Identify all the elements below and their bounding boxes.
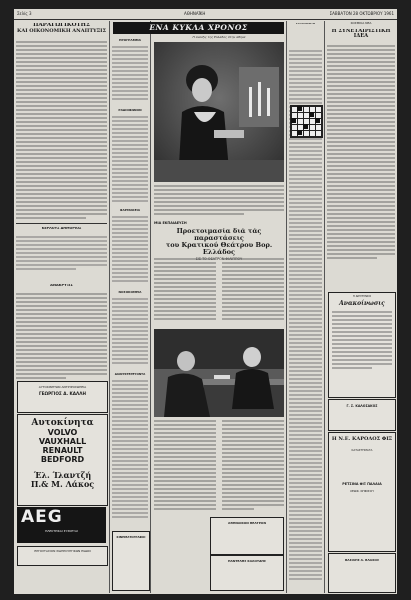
ad-car-volvo: VOLVO [47,428,78,437]
cinema-heading: ΚΙΝΗΜΑΤΟΓΡΑΦΟΙ [116,535,146,539]
left-subheadline: ΚΑΙ ΟΙΚΟΝΟΜΙΚΗ ΑΝΑΠΤΥΞΙΣ [16,27,107,34]
notice-body-head: Η ΔΙΕΥΘΥΝΣΙΣ [352,295,372,298]
hospital-heading: ΝΟΣΟΚΟΜΕΙΑ [118,291,142,294]
page-number: Σελίς 3 [17,11,32,16]
radio-heading: ΡΑΔΙΟΦΩΝΟΝ [118,109,142,112]
ad-aeg-sub: ΗΛΕΚΤΡΙΚΑΙ ΣΥΣΚΕΥΑΙ [45,529,78,533]
column-rule [286,21,287,593]
ad-cars-title: Αυτοκίνητα [31,418,94,428]
ad-car-renault: RENAULT [42,446,83,455]
fix-ad [328,432,396,552]
vlachos-ad [328,553,396,593]
right-headline [327,29,395,40]
text-lines [16,292,107,384]
header-rule [14,19,397,20]
radio-list [112,115,148,205]
ad-dealer-2: Π.& Μ. Λάκος [30,479,95,489]
column-rule [324,21,325,593]
right-headline-1: Η ΣΥΝΕΤΑΙΡΙΣΤΙΚΗ [331,29,391,34]
fix-title: Η Ν.Ε. ΚΑΡΟΛΟΣ ΦΙΞ [331,436,393,442]
text-lines [112,45,148,105]
crossword-grid [290,105,323,138]
photo-top-caption [154,36,284,39]
left-byline: ΚΕΡΛΟΥΣ ΔΗΜΟΡΙΟΣ [41,227,82,230]
kalosakos-name: Γ. Σ. ΚΑΛΟΣΑΚΟΣ [346,404,378,408]
center-headline-3: ΕΙΣ ΤΟ ΘΕΑΤΡΟΝ ΦΙΛΙΠΠΟΥ [195,256,243,261]
banner-text: ΕΝΑ ΚΥΚΛΑ ΧΡΟΝΟΣ [149,23,248,32]
photo-actress-image [154,42,284,182]
ad-aeg [17,507,106,543]
left-article [16,23,107,34]
left-subsection-body [16,292,107,384]
night-list [112,379,148,529]
right-body [327,44,395,264]
photo-caption-body [154,184,284,220]
center-lower-body [154,419,284,515]
text-lines [154,184,284,220]
program-column [112,39,148,42]
center-headline-2: του Κρατικού Θεάτρου Βορ. Ελλάδος [165,240,273,256]
text-lines [327,44,395,264]
left-notice [16,227,107,231]
column-rule [150,21,151,593]
ad-kallis-line1: ΑΥΤΟΚΙΝΗΤΩΝ ΑΝΤΙΠΡΟΣΩΠΕΙΑ [38,385,87,389]
text-lines [112,297,148,367]
center-banner [113,22,284,34]
theatre-box-1-title: ΑΘΗΝΑΙΚΟΝ ΘΕΑΤΡΟΝ [228,521,266,525]
notice-box [328,292,396,398]
ad-dealer-1: Έλ. Ίλαντζή [33,470,92,480]
crossword-block [297,106,302,111]
ad-kallis [17,381,108,413]
text-lines [112,215,148,285]
text-lines [16,235,107,275]
text-lines [154,419,284,515]
issue-date: ΣΑΒΒΑΤΟΝ 28 ΟΚΤΩΒΡΙΟΥ 1961 [329,11,394,16]
crossword-block [315,118,320,123]
cinema-box [112,531,150,591]
radio-section [112,109,148,112]
left-notice-body [16,235,107,275]
left-headline: ΠΑΡΑΓΩΓΙΚΟΤΗΣ [33,23,90,28]
ad-cars [17,414,108,506]
center-headline-1: Προετοιμασία διά τάς παραστάσεις [176,228,262,242]
section-label: ΜΙΑ ΕΚΠΑΙΔΕΥΣΗ [154,221,187,225]
right-headline-2: ΙΔΕΑ [353,33,369,40]
theatre-box-2-title: ΠΑΝΤΕΛΗΣ ΚΑΛΟΥΔΗΣ [228,559,266,563]
ad-car-bedford: BEDFORD [40,455,85,464]
photo-actress [154,42,284,182]
fix-line-1: ΚΑΤΑΣΤΗΜΑΤΑ [351,448,373,452]
pharmacy-heading: ΦΑΡΜΑΚΕΙΑ [119,209,141,212]
pharmacy-section [112,209,148,212]
fix-line-2: ΡΕΤΣΙΝΑ ΦΙΞ ΠΑΛΑΙΑ [342,482,382,486]
night-section [112,373,148,376]
photo-meeting-image [154,329,284,417]
ad-aeg-logo: AEG [21,507,63,527]
pharmacy-list [112,215,148,285]
text-lines [112,115,148,205]
left-subsection-heading: ΑΝΑΚΡΥΞΙΣ [50,284,73,287]
text-lines [332,310,392,380]
left-body-text [16,40,107,220]
hospital-list [112,297,148,367]
theatre-box-2 [210,555,284,591]
vlachos-name: ΒΑΣΙΛΗΣ Α. ΒΛΑΧΟΣ [344,558,380,562]
column-rule [109,21,110,593]
hospital-section [112,291,148,294]
night-heading: ΔΙΑΝΥΚΤΕΡΕΥΟΝΤΑ [114,373,146,376]
crossword-block [291,118,296,123]
ad-bottom-left [17,546,108,566]
paper-name: ΑΘΗΝΑΪΚΗ [184,11,206,16]
ad-kallis-name: ΓΕΩΡΓΙΟΣ Δ. ΚΑΛΛΗ [38,391,87,396]
right-top-label: ΚΟΣΜΙΚΑ ΝΕΑ [350,22,372,25]
ad-car-vauxhall: VAUXHALL [38,437,87,446]
theatre-box-1 [210,517,284,555]
newspaper-page [14,9,397,594]
notice-title: Ανακοίνωσις [339,300,385,307]
crossword-section [289,23,322,26]
crossword-label: ΣΤΑΥΡΟΛΕΞΟ [295,23,316,25]
ad-bottom-left-text: ΕΡΓΟΣΤΑΣΙΟΝ ΣΙΔΗΡΟΥΡΓΙΚΩΝ ΕΙΔΩΝ [34,549,91,553]
text-lines [112,379,148,529]
center-section-label [154,221,284,225]
left-subsection [16,284,107,288]
photo-caption: Η άνοιξις της Ελλάδος στην αθήνα [192,36,246,39]
program-list [112,45,148,105]
kalosakos-ad [328,399,396,431]
section-rule [16,223,107,224]
center-article-body [154,257,284,327]
crossword-block [309,112,314,117]
photo-meeting [154,329,284,417]
program-heading: ΠΡΟΓΡΑΜΜΑ [119,39,141,42]
text-lines [154,257,284,327]
crossword-block [297,130,302,135]
running-header [14,9,397,19]
right-top [327,22,395,25]
fix-line-3: ΛΕΩΦ. ΚΗΦΙΣΟΥ [349,489,375,493]
crossword-block [303,124,308,129]
text-lines [16,40,107,220]
